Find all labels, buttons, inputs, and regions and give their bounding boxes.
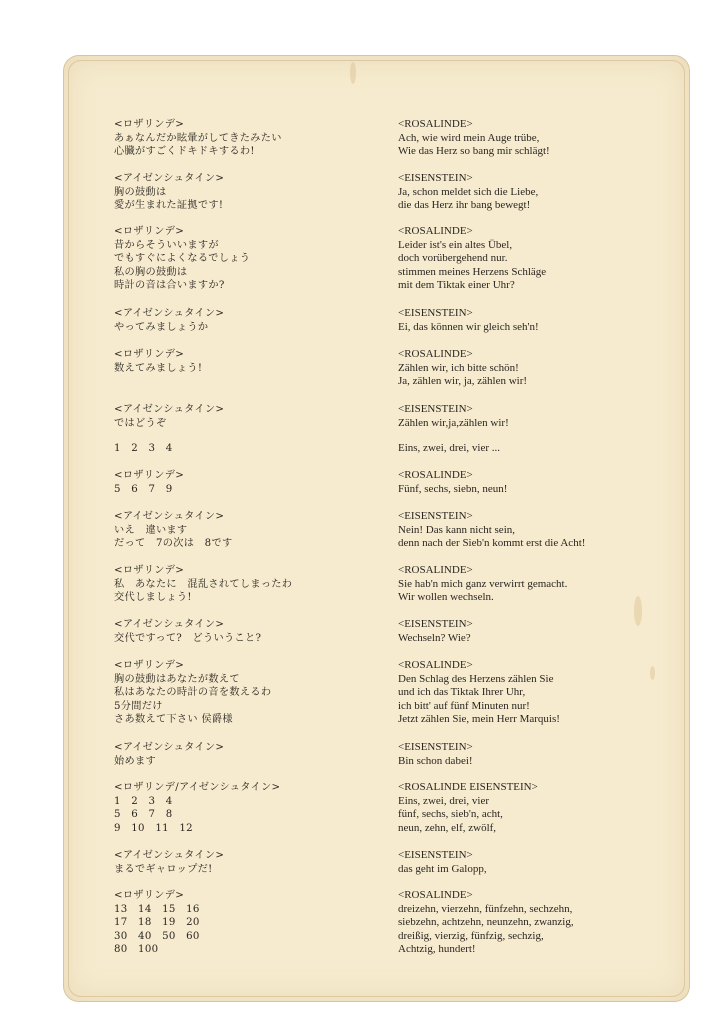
lyric-line: Den Schlag des Herzens zählen Sie	[398, 672, 554, 685]
speaker-label: <ロザリンデ>	[114, 890, 185, 901]
lyric-line: 1 2 3 4	[114, 443, 173, 454]
lyric-line: doch vorübergehend nur.	[398, 252, 508, 265]
lyric-line: mit dem Tiktak einer Uhr?	[398, 279, 515, 292]
paper-stain	[634, 596, 642, 626]
lyric-line: ich bitt' auf fünf Minuten nur!	[398, 699, 530, 712]
lyric-line: 胸の鼓動は	[114, 186, 167, 198]
speaker-label: <ロザリンデ>	[114, 226, 185, 237]
lyric-line: 17 18 19 20	[114, 917, 200, 929]
lyric-line: 1 2 3 4	[114, 795, 173, 807]
lyric-line: 5 6 7 8	[114, 809, 173, 821]
lyric-line: Zählen wir, ich bitte schön!	[398, 361, 519, 374]
lyric-line: でもすぐによくなるでしょう	[114, 253, 251, 265]
speaker-label: <EISENSTEIN>	[398, 510, 473, 522]
speaker-label: <ロザリンデ>	[114, 565, 185, 576]
paper-sheet	[63, 55, 690, 1002]
lyric-line: dreißig, vierzig, fünfzig, sechzig,	[398, 929, 544, 942]
lyric-line: Achtzig, hundert!	[398, 943, 476, 956]
lyric-line: やってみましょうか	[114, 321, 209, 333]
lyric-line: 9 10 11 12	[114, 822, 193, 834]
lyric-line: 交代しましょう!	[114, 592, 192, 604]
lyric-line: Bin schon dabei!	[398, 754, 473, 767]
lyric-line: 私はあなたの時計の音を数えるわ	[114, 687, 272, 699]
speaker-label: <アイゼンシュタイン>	[114, 511, 225, 522]
speaker-label: <ROSALINDE>	[398, 225, 473, 237]
lyric-line: 胸の鼓動はあなたが数えて	[114, 673, 240, 685]
lyric-line: まるでギャロップだ!	[114, 863, 213, 875]
lyric-line: Ja, zählen wir, ja, zählen wir!	[398, 375, 528, 388]
lyric-line: 80 100	[114, 944, 159, 956]
lyric-line: Wie das Herz so bang mir schlägt!	[398, 145, 550, 158]
speaker-label: <ROSALINDE>	[398, 564, 473, 576]
lyric-line: 数えてみましょう!	[114, 362, 203, 374]
lyric-line: 5分間だけ	[114, 700, 163, 712]
lyric-line: 心臓がすごくドキドキするわ!	[114, 146, 255, 158]
speaker-label: <EISENSTEIN>	[398, 172, 473, 184]
lyric-line: neun, zehn, elf, zwölf,	[398, 821, 497, 834]
lyric-line: 愛が生まれた証拠です!	[114, 200, 224, 212]
speaker-label: <アイゼンシュタイン>	[114, 850, 225, 861]
lyric-line: Wir wollen wechseln.	[398, 591, 494, 604]
lyric-line: Ja, schon meldet sich die Liebe,	[398, 185, 539, 198]
lyric-line: あぁなんだか眩暈がしてきたみたい	[114, 132, 282, 144]
lyric-line: 5 6 7 9	[114, 483, 173, 495]
speaker-label: <EISENSTEIN>	[398, 741, 473, 753]
speaker-label: <EISENSTEIN>	[398, 618, 473, 630]
speaker-label: <アイゼンシュタイン>	[114, 173, 225, 184]
speaker-label: <ROSALINDE>	[398, 659, 473, 671]
speaker-label: <アイゼンシュタイン>	[114, 404, 225, 415]
lyric-line: ではどうぞ	[114, 417, 167, 429]
lyric-line: 私 あなたに 混乱されてしまったわ	[114, 578, 293, 590]
speaker-label: <ロザリンデ>	[114, 660, 185, 671]
lyric-line: だって 7の次は 8です	[114, 538, 233, 550]
speaker-label: <アイゼンシュタイン>	[114, 619, 225, 630]
lyric-line: stimmen meines Herzens Schläge	[398, 265, 547, 278]
speaker-label: <ロザリンデ>	[114, 470, 185, 481]
speaker-label: <ロザリンデ>	[114, 349, 185, 360]
lyric-line: 始めます	[114, 755, 156, 767]
paper-stain	[350, 62, 356, 84]
speaker-label: <ROSALINDE>	[398, 118, 473, 130]
lyric-line: さあ数えて下さい 侯爵様	[114, 714, 233, 726]
lyric-line: 昔からそういいますが	[114, 239, 219, 251]
lyric-line: 13 14 15 16	[114, 903, 200, 915]
lyric-line: Sie hab'n mich ganz verwirrt gemacht.	[398, 577, 568, 590]
lyric-line: fünf, sechs, sieb'n, acht,	[398, 808, 503, 821]
speaker-label: <ROSALINDE>	[398, 469, 473, 481]
lyric-line: Fünf, sechs, siebn, neun!	[398, 482, 508, 495]
lyric-line: Ei, das können wir gleich seh'n!	[398, 320, 539, 333]
paper-inner-border	[68, 60, 685, 997]
lyric-line: 時計の音は合いますか?	[114, 280, 225, 292]
speaker-label: <EISENSTEIN>	[398, 849, 473, 861]
speaker-label: <EISENSTEIN>	[398, 307, 473, 319]
paper-stain	[650, 666, 655, 680]
lyric-line: dreizehn, vierzehn, fünfzehn, sechzehn,	[398, 902, 573, 915]
lyric-line: いえ 違います	[114, 524, 188, 536]
speaker-label: <アイゼンシュタイン>	[114, 308, 225, 319]
lyric-line: Eins, zwei, drei, vier	[398, 794, 490, 807]
lyric-line: 交代ですって? どういうこと?	[114, 632, 262, 644]
lyric-line: Nein! Das kann nicht sein,	[398, 523, 515, 536]
lyric-line: Leider ist's ein altes Übel,	[398, 238, 513, 251]
lyric-line: das geht im Galopp,	[398, 862, 487, 875]
speaker-label: <ROSALINDE EISENSTEIN>	[398, 781, 538, 793]
lyric-line: Ach, wie wird mein Auge trübe,	[398, 131, 540, 144]
lyric-line: siebzehn, achtzehn, neunzehn, zwanzig,	[398, 916, 574, 929]
lyric-line: 私の胸の鼓動は	[114, 266, 188, 278]
lyric-line: die das Herz ihr bang bewegt!	[398, 199, 531, 212]
lyric-line: 30 40 50 60	[114, 930, 200, 942]
speaker-label: <ロザリンデ>	[114, 119, 185, 130]
speaker-label: <ロザリンデ/アイゼンシュタイン>	[114, 782, 281, 793]
speaker-label: <EISENSTEIN>	[398, 403, 473, 415]
speaker-label: <ROSALINDE>	[398, 348, 473, 360]
lyric-line: Wechseln? Wie?	[398, 631, 471, 644]
lyric-line: Zählen wir,ja,zählen wir!	[398, 416, 509, 429]
lyric-line: und ich das Tiktak Ihrer Uhr,	[398, 686, 526, 699]
lyric-line: Jetzt zählen Sie, mein Herr Marquis!	[398, 713, 560, 726]
speaker-label: <アイゼンシュタイン>	[114, 742, 225, 753]
lyric-line: denn nach der Sieb'n kommt erst die Acht!	[398, 537, 586, 550]
speaker-label: <ROSALINDE>	[398, 889, 473, 901]
lyric-line: Eins, zwei, drei, vier ...	[398, 442, 501, 454]
